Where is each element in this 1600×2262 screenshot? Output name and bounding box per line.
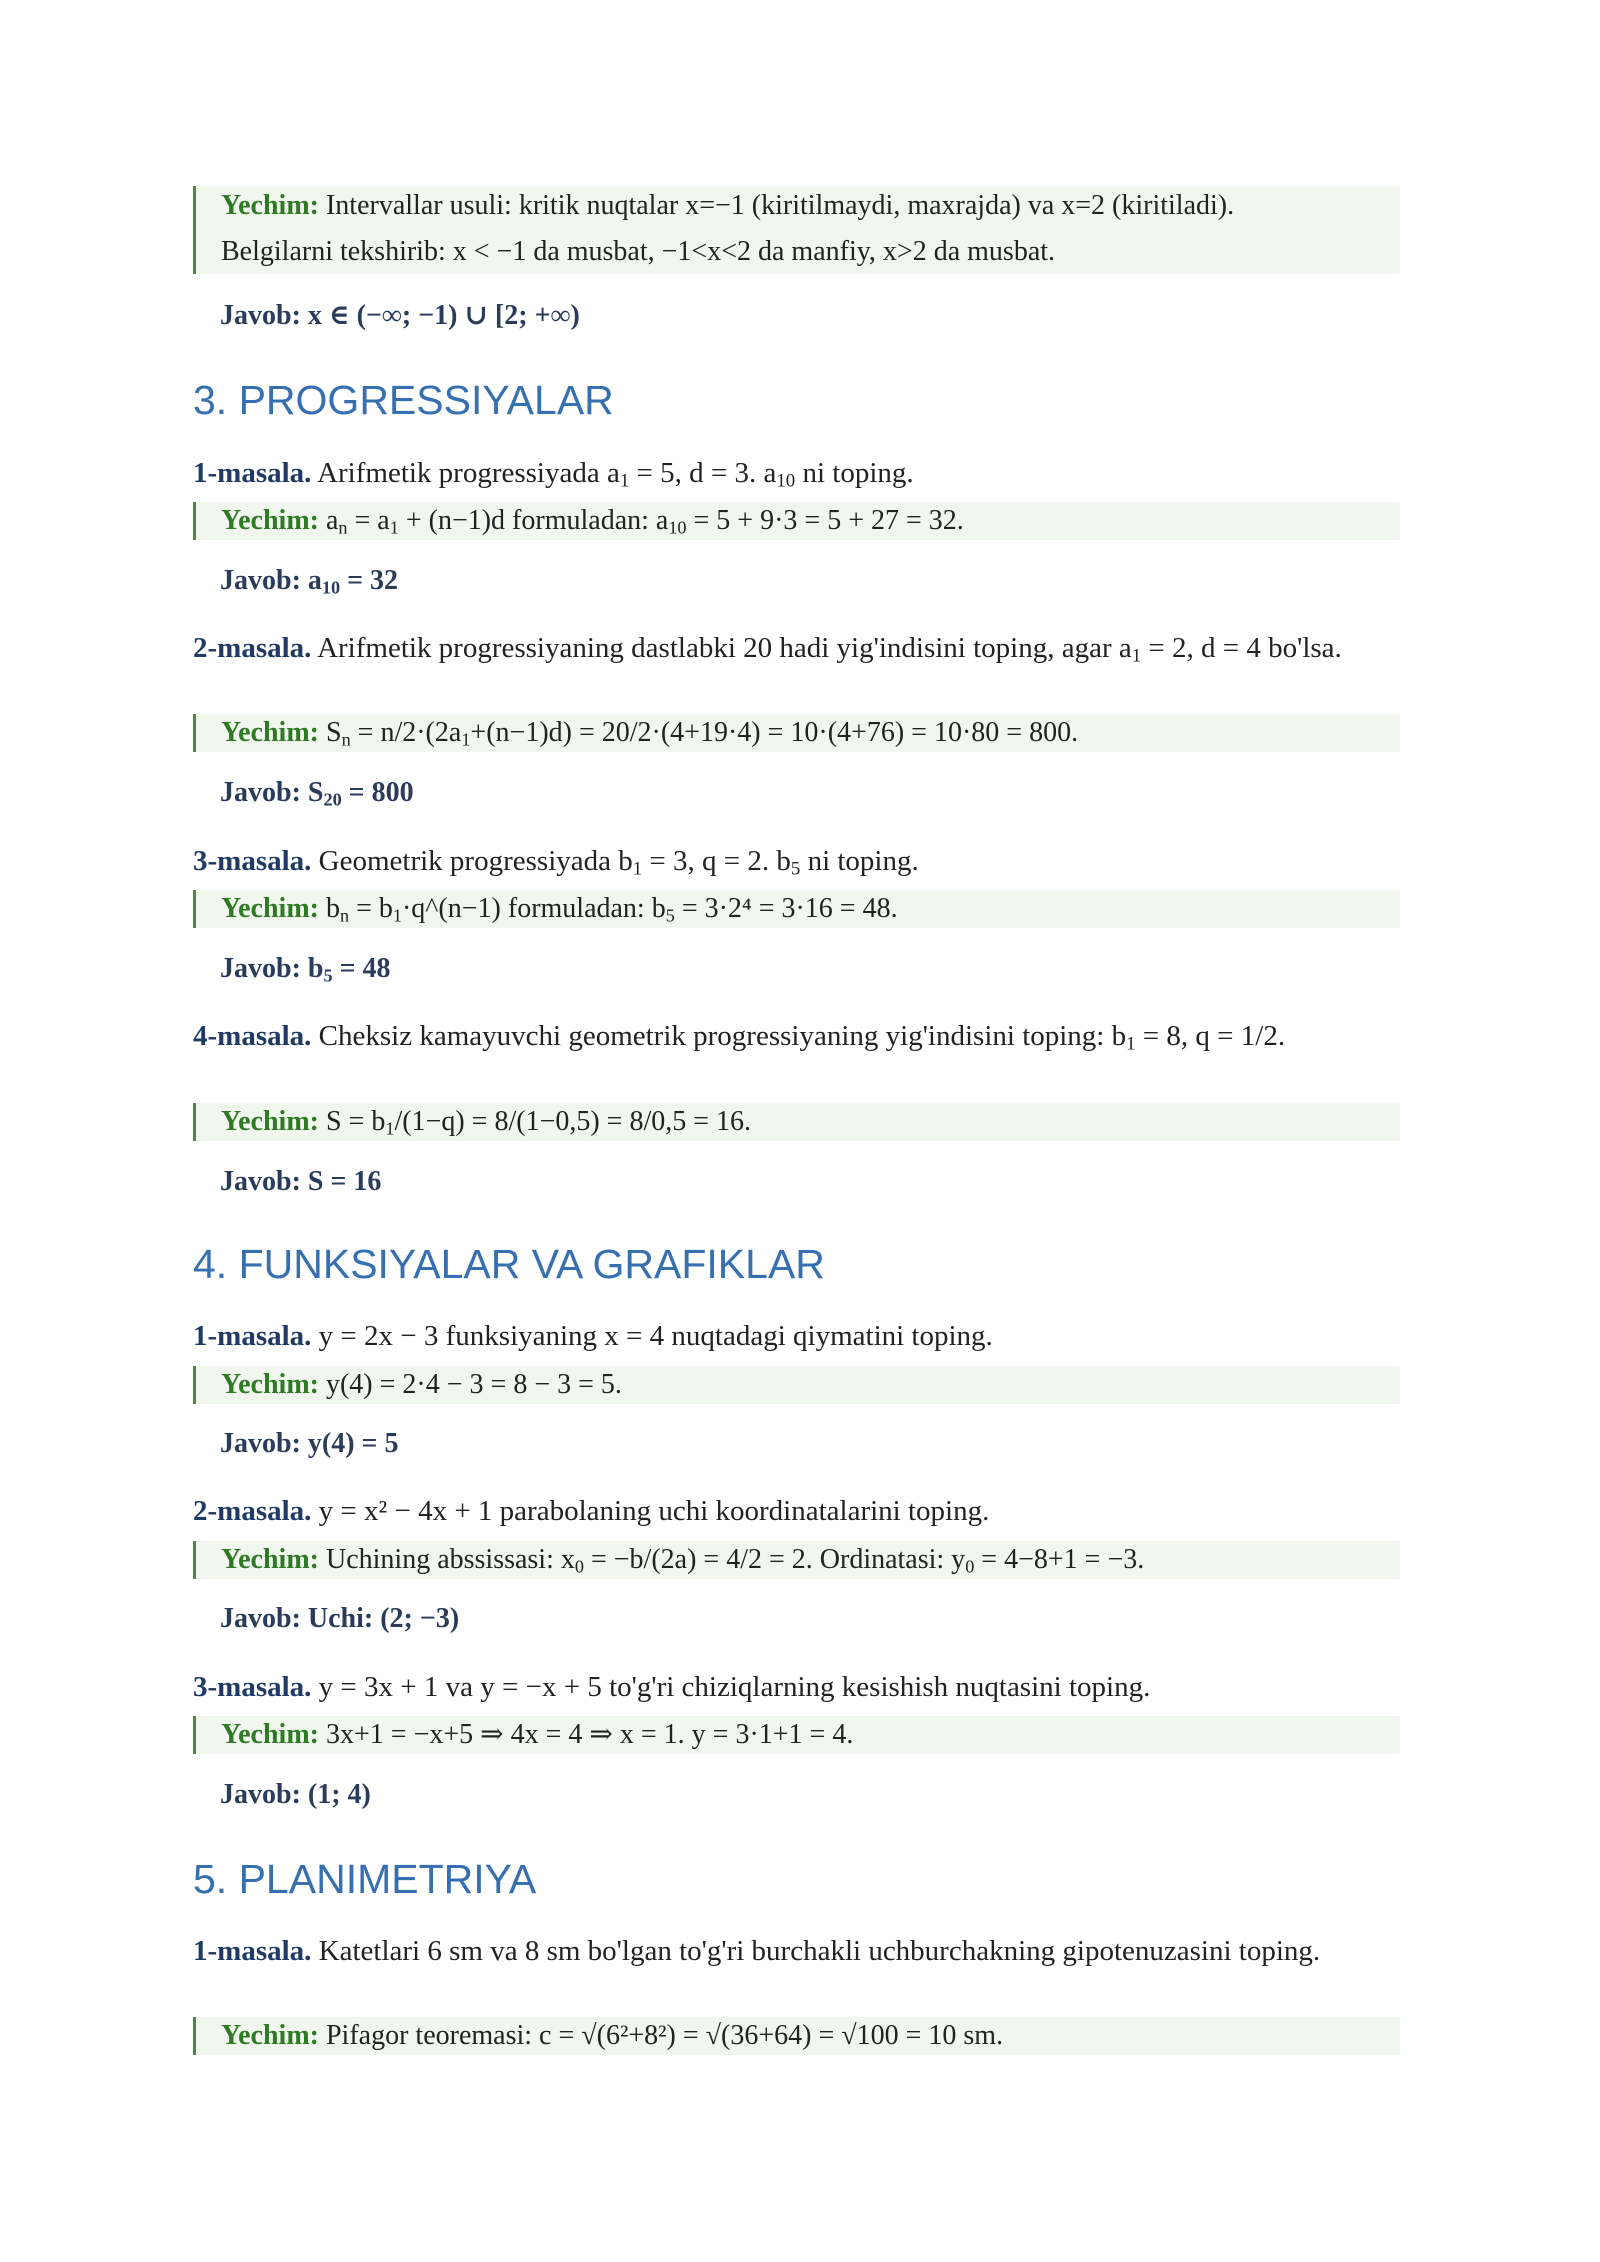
subscript: n: [339, 905, 350, 926]
answer-text: Javob: S: [220, 777, 324, 808]
solution-block: [193, 1541, 1400, 1579]
solution-block: [193, 890, 1400, 928]
problem-text: = 3, q = 2. b: [642, 845, 791, 877]
answer: Javob: y(4) = 5: [220, 1428, 399, 1459]
subscript: 0: [574, 1556, 584, 1577]
subscript: n: [341, 729, 351, 750]
solution-text: Intervallar usuli: kritik nuqtalar x=−1 (kiritilmaydi, maxrajda) va x=2 (kiritiladi).: [325, 190, 1235, 221]
subscript: 1: [392, 905, 402, 926]
section-heading: 4. FUNKSIYALAR VA GRAFIKLAR: [193, 1241, 825, 1287]
subscript: 20: [323, 789, 342, 810]
answer: [220, 565, 398, 597]
problem: [193, 630, 1400, 667]
solution-text: = b: [349, 893, 393, 924]
problem-label: 3-masala.: [193, 845, 312, 877]
solution-text: = n/2·(2a: [350, 717, 462, 748]
solution-text: ·q^(n−1) formuladan: b: [401, 893, 666, 924]
solution-text: Pifagor teoremasi: c = √(6²+8²) = √(36+64) = √100 = 10 sm.: [318, 2020, 1004, 2051]
answer-text: = 800: [341, 777, 414, 808]
subscript: 1: [619, 470, 630, 492]
solution-text-line2: Belgilarni tekshirib: x < −1 da musbat, −1<x<2 da manfiy, x>2 da musbat.: [221, 236, 1056, 267]
solution-label: Yechim:: [221, 1369, 319, 1400]
solution-label: Yechim:: [221, 1719, 319, 1750]
problem-text: Cheksiz kamayuvchi geometrik progressiyaning yig'indisini toping: b: [311, 1020, 1127, 1052]
answer: [220, 953, 391, 985]
subscript: n: [338, 517, 348, 538]
problem-text: Arifmetik progressiyada a: [311, 457, 620, 489]
solution-label: Yechim:: [221, 1106, 319, 1137]
solution-text: + (n−1)d formuladan: a: [398, 505, 669, 536]
solution-label: Yechim:: [221, 505, 319, 536]
solution-label: Yechim:: [221, 190, 319, 221]
subscript: 10: [321, 577, 341, 598]
problem-label: 1-masala.: [193, 1320, 312, 1352]
problem: [193, 1933, 1400, 1970]
problem: [193, 1318, 1400, 1355]
subscript: 5: [323, 965, 333, 986]
problem-label: 2-masala.: [193, 632, 312, 664]
problem-label: 2-masala.: [193, 1495, 312, 1527]
solution-block: [193, 502, 1400, 540]
answer: Javob: x ∈ (−∞; −1) ∪ [2; +∞): [220, 300, 580, 331]
problem-text: Arifmetik progressiyaning dastlabki 20 hadi yig'indisini toping, agar a: [311, 632, 1132, 664]
solution-block: [193, 186, 1400, 274]
solution-text: = a: [347, 505, 390, 536]
solution-text: = 5 + 9·3 = 5 + 27 = 32.: [686, 505, 964, 536]
solution-text: S = b: [318, 1106, 386, 1137]
solution-line: [221, 183, 1400, 229]
solution-label: Yechim:: [221, 893, 319, 924]
problem: [193, 1018, 1400, 1055]
problem: [193, 1669, 1400, 1706]
solution-text: 3x+1 = −x+5 ⇒ 4x = 4 ⇒ x = 1. y = 3·1+1 = 4.: [318, 1719, 854, 1750]
solution-block: [193, 1716, 1400, 1754]
solution-label: Yechim:: [221, 2020, 319, 2051]
subscript: 5: [790, 858, 801, 880]
solution-block: [193, 1103, 1400, 1141]
problem-text: Geometrik progressiyada b: [311, 845, 633, 877]
solution-block: [193, 1366, 1400, 1404]
solution-text: b: [318, 893, 340, 924]
solution-text: = 3·2⁴ = 3·16 = 48.: [674, 893, 898, 924]
subscript: 1: [1131, 645, 1142, 667]
answer: [220, 777, 414, 809]
problem-text: = 2, d = 4 bo'lsa.: [1141, 632, 1342, 664]
problem-text: = 8, q = 1/2.: [1135, 1020, 1286, 1052]
problem-text: y = 2x − 3 funksiyaning x = 4 nuqtadagi qiymatini toping.: [311, 1320, 993, 1352]
answer: Javob: Uchi: (2; −3): [220, 1603, 460, 1634]
answer-text: Javob: b: [220, 953, 324, 984]
subscript: 10: [668, 517, 687, 538]
problem: [193, 455, 1400, 492]
solution-text: y(4) = 2·4 − 3 = 8 − 3 = 5.: [318, 1369, 622, 1400]
solution-text: Uchining abssissasi: x: [318, 1544, 575, 1575]
problem-text: ni toping.: [795, 457, 914, 489]
problem-label: 1-masala.: [193, 1935, 312, 1967]
solution-label: Yechim:: [221, 717, 319, 748]
answer: Javob: S = 16: [220, 1166, 382, 1197]
subscript: 10: [776, 470, 796, 492]
problem: [193, 843, 1400, 880]
subscript: 1: [632, 858, 643, 880]
solution-label: Yechim:: [221, 1544, 319, 1575]
subscript: 1: [1126, 1033, 1136, 1055]
solution-text: = −b/(2a) = 4/2 = 2. Ordinatasi: y: [583, 1544, 966, 1575]
problem-text: y = x² − 4x + 1 parabolaning uchi koordinatalarini toping.: [311, 1495, 990, 1527]
subscript: 1: [385, 1118, 395, 1139]
answer: Javob: (1; 4): [220, 1779, 371, 1810]
section-heading: 3. PROGRESSIYALAR: [193, 377, 614, 423]
solution-text: a: [318, 505, 339, 536]
solution-text: +(n−1)d) = 20/2·(4+19·4) = 10·(4+76) = 10·80 = 800.: [470, 717, 1079, 748]
solution-text: = 4−8+1 = −3.: [974, 1544, 1145, 1575]
solution-text: S: [318, 717, 342, 748]
problem-text: = 5, d = 3. a: [629, 457, 777, 489]
subscript: 1: [461, 729, 471, 750]
solution-block: [193, 2017, 1400, 2055]
problem-label: 4-masala.: [193, 1020, 312, 1052]
problem-text: y = 3x + 1 va y = −x + 5 to'g'ri chiziqlarning kesishish nuqtasini toping.: [311, 1671, 1151, 1703]
problem-text: ni toping.: [800, 845, 919, 877]
problem: [193, 1493, 1400, 1530]
answer-text: = 48: [332, 953, 391, 984]
subscript: 0: [965, 1556, 975, 1577]
subscript: 5: [665, 905, 675, 926]
problem-text: Katetlari 6 sm va 8 sm bo'lgan to'g'ri burchakli uchburchakning gipotenuzasini toping.: [311, 1935, 1321, 1967]
section-heading: 5. PLANIMETRIYA: [193, 1856, 537, 1902]
answer-text: Javob: a: [220, 565, 322, 596]
answer-text: = 32: [340, 565, 399, 596]
solution-block: [193, 714, 1400, 752]
solution-text: /(1−q) = 8/(1−0,5) = 8/0,5 = 16.: [394, 1106, 752, 1137]
problem-label: 1-masala.: [193, 457, 312, 489]
problem-label: 3-masala.: [193, 1671, 312, 1703]
subscript: 1: [389, 517, 399, 538]
